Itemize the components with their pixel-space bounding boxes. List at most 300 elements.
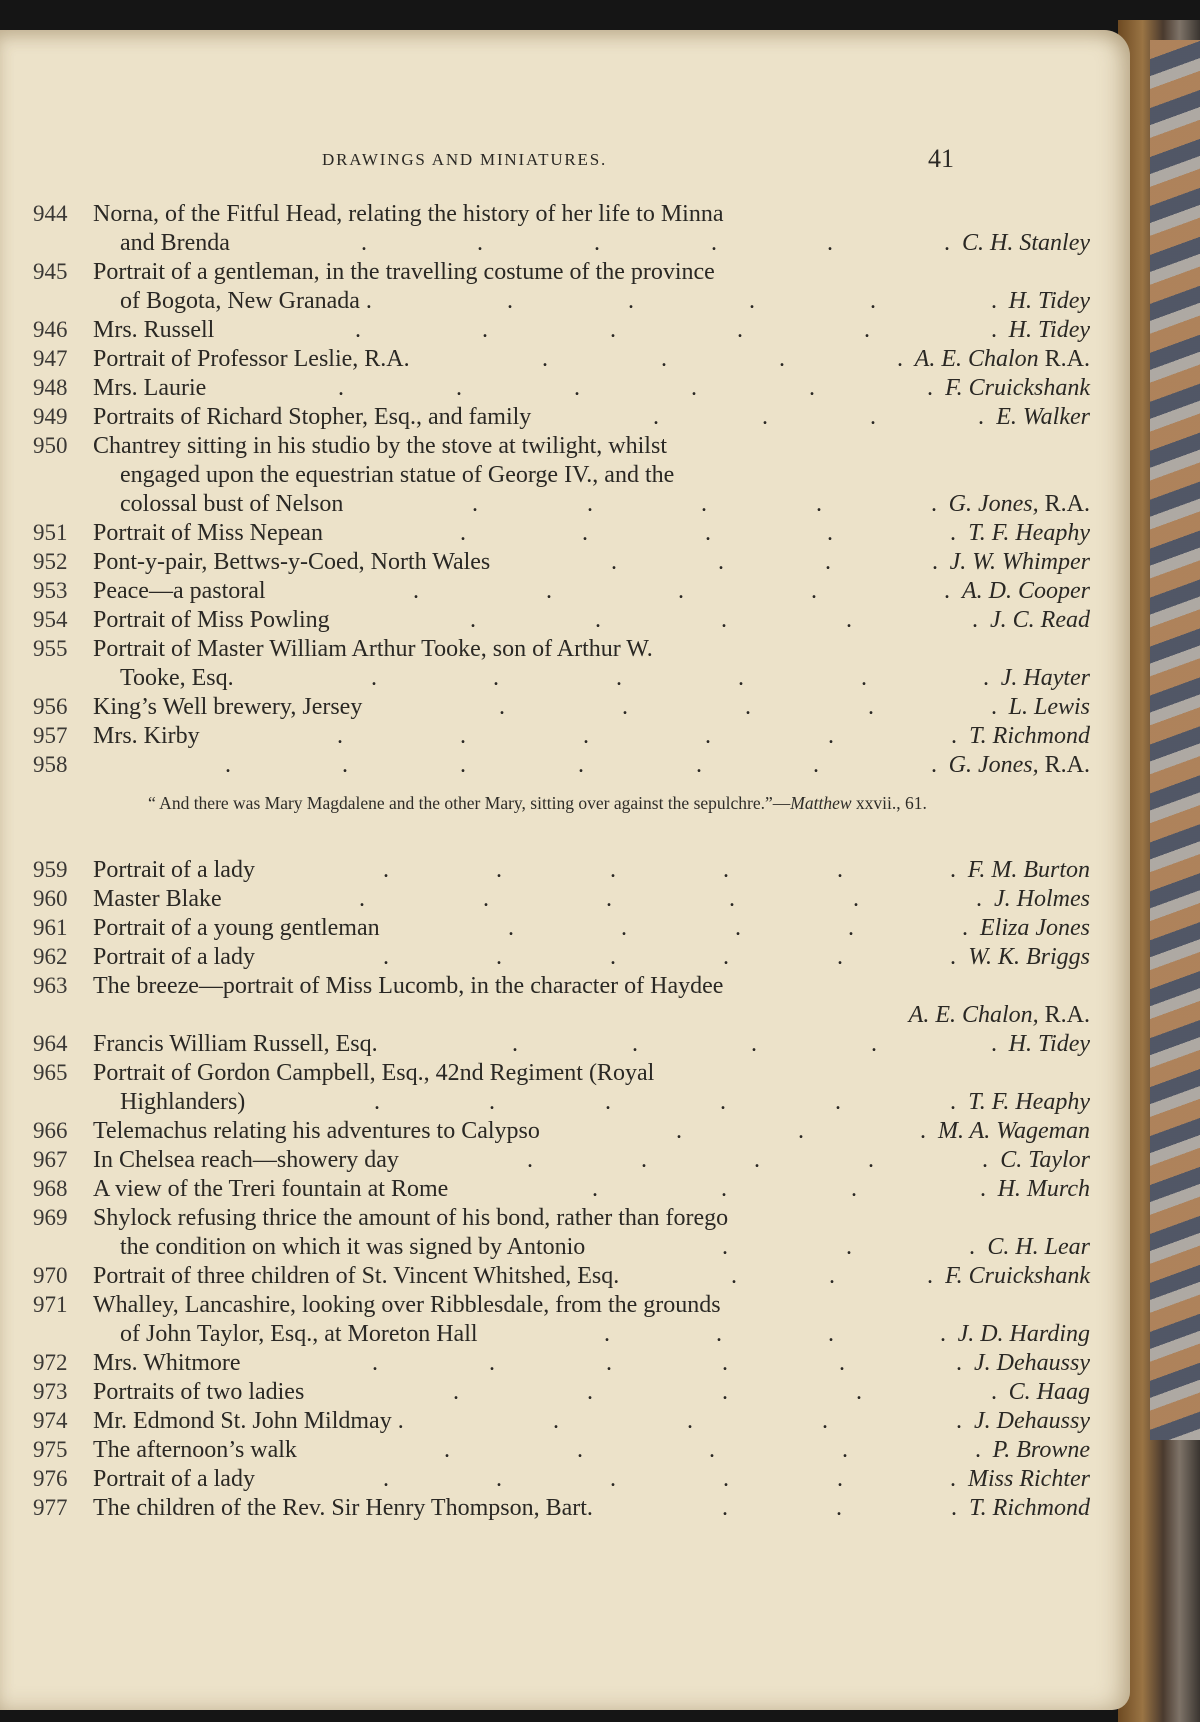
leader-dot: .	[861, 665, 867, 691]
leader-dot: .	[897, 346, 903, 372]
leader-dot: .	[616, 665, 622, 691]
artist-name: M. A. Wageman	[938, 1118, 1090, 1144]
entry-title: Whalley, Lancashire, looking over Ribblesdale, from the grounds	[93, 1292, 721, 1318]
leader-dot: .	[721, 1176, 727, 1202]
entry-artist	[994, 886, 1090, 913]
leader-dot: .	[738, 665, 744, 691]
entry-number: 973	[33, 1379, 68, 1404]
leader-dot: .	[691, 375, 697, 401]
catalogue-entry	[0, 694, 1090, 724]
entry-title: Portrait of Gordon Campbell, Esq., 42nd Regiment (Royal	[93, 1060, 655, 1086]
leader-dot: .	[496, 857, 502, 883]
leader-dot: .	[950, 857, 956, 883]
entry-artist	[969, 1495, 1090, 1522]
leader-dot: .	[374, 1089, 380, 1115]
leader-dot: .	[553, 1408, 559, 1434]
leader-dot: .	[723, 1466, 729, 1492]
leader-dot: .	[489, 1350, 495, 1376]
catalogue-entry	[0, 636, 1000, 666]
marbled-endpaper	[1150, 40, 1200, 1440]
page-number: 41	[928, 144, 954, 173]
leader-dot: .	[722, 1234, 728, 1260]
entry-title: Mrs. Russell	[93, 317, 215, 343]
entry-number: 971	[33, 1292, 68, 1317]
leader-dot: .	[825, 549, 831, 575]
entry-number: 967	[33, 1147, 68, 1172]
leader-dot: .	[472, 491, 478, 517]
leader-dot: .	[749, 288, 755, 314]
leader-dot: .	[606, 1350, 612, 1376]
leader-dot: .	[583, 723, 589, 749]
entry-title: Mrs. Kirby	[93, 723, 200, 749]
artist-name: C. H. Lear	[987, 1234, 1090, 1260]
leader-dot: .	[779, 346, 785, 372]
artist-name: C. H. Stanley	[962, 230, 1090, 256]
entry-artist	[1000, 1147, 1090, 1174]
leader-dot: .	[951, 1495, 957, 1521]
leader-dot: .	[842, 1437, 848, 1463]
catalogue-entry	[0, 1031, 1090, 1061]
leader-dot: .	[542, 346, 548, 372]
artist-suffix: R.A.	[1038, 1002, 1090, 1028]
leader-dot: .	[696, 752, 702, 778]
leader-dot: .	[811, 578, 817, 604]
catalogue-entry	[0, 1060, 1000, 1090]
entry-artist	[996, 404, 1090, 431]
entry-title: Portraits of Richard Stopher, Esq., and family	[93, 404, 532, 430]
artist-name: A. E. Chalon,	[908, 1002, 1039, 1028]
artist-name: C. Taylor	[1000, 1147, 1090, 1173]
artist-name: J. W. Whimper	[949, 549, 1090, 575]
leader-dot: .	[610, 944, 616, 970]
entry-number: 958	[33, 752, 68, 777]
leader-dot: .	[578, 752, 584, 778]
leader-dot: .	[383, 1466, 389, 1492]
leader-dot: .	[225, 752, 231, 778]
leader-dot: .	[701, 491, 707, 517]
leader-dot: .	[720, 1089, 726, 1115]
leader-dot: .	[827, 230, 833, 256]
leader-dot: .	[453, 1379, 459, 1405]
leader-dot: .	[628, 288, 634, 314]
entry-title: the condition on which it was signed by Antonio	[120, 1234, 586, 1260]
catalogue-entry	[0, 1118, 1090, 1148]
entry-artist	[949, 491, 1090, 518]
leader-dot: .	[853, 886, 859, 912]
leader-dot: .	[606, 886, 612, 912]
catalogue-entry	[0, 346, 1090, 376]
leader-dot: .	[676, 1118, 682, 1144]
leader-dot: .	[722, 1350, 728, 1376]
entry-artist	[1009, 317, 1090, 344]
artist-name: J. Hayter	[1000, 665, 1090, 691]
artist-name: H. Tidey	[1008, 288, 1090, 314]
entry-artist	[968, 1466, 1090, 1493]
leader-dot: .	[950, 1466, 956, 1492]
entry-title: engaged upon the equestrian statue of George IV., and the	[120, 462, 675, 488]
leader-dot: .	[975, 1437, 981, 1463]
catalogue-entry	[0, 404, 1090, 434]
leader-dot: .	[931, 752, 937, 778]
entry-number: 948	[33, 375, 68, 400]
leader-dot: .	[871, 1031, 877, 1057]
entry-artist	[950, 549, 1090, 576]
entry-number: 945	[33, 259, 68, 284]
leader-dot: .	[950, 1089, 956, 1115]
catalogue-entry-continuation	[0, 491, 1090, 521]
entry-title: A view of the Treri fountain at Rome	[93, 1176, 449, 1202]
entry-number: 975	[33, 1437, 68, 1462]
entry-number: 966	[33, 1118, 68, 1143]
leader-dot: .	[731, 1263, 737, 1289]
catalogue-entry	[0, 520, 1090, 550]
catalogue-entry-continuation	[0, 230, 1090, 260]
quote-text: “ And there was Mary Magdalene and the other Mary, sitting over against the sepulchre.”—	[148, 793, 791, 813]
leader-dot: .	[705, 723, 711, 749]
leader-dot: .	[991, 1031, 997, 1057]
leader-dot: .	[868, 1147, 874, 1173]
entry-artist	[968, 520, 1090, 547]
artist-name: H. Tidey	[1008, 1031, 1090, 1057]
leader-dot: .	[611, 549, 617, 575]
artist-suffix: R.A.	[1038, 491, 1090, 517]
leader-dot: .	[851, 1176, 857, 1202]
entry-title: Portrait of a lady	[93, 857, 255, 883]
entry-title: The children of the Rev. Sir Henry Thompson, Bart.	[93, 1495, 593, 1521]
leader-dot: .	[622, 694, 628, 720]
leader-dot: .	[413, 578, 419, 604]
catalogue-entry	[0, 549, 1090, 579]
catalogue-entry	[0, 1466, 1090, 1496]
artist-name: H. Tidey	[1008, 317, 1090, 343]
quote-source: Matthew	[790, 793, 852, 813]
leader-dot: .	[470, 607, 476, 633]
leader-dot: .	[723, 857, 729, 883]
entry-number: 957	[33, 723, 68, 748]
leader-dot: .	[836, 1495, 842, 1521]
artist-name: T. Richmond	[969, 723, 1090, 749]
catalogue-entry	[0, 1292, 1000, 1322]
entry-title: Portrait of a lady	[93, 1466, 255, 1492]
leader-dot: .	[956, 1408, 962, 1434]
leader-dot: .	[931, 491, 937, 517]
entry-number: 956	[33, 694, 68, 719]
leader-dot: .	[991, 317, 997, 343]
leader-dot: .	[610, 1466, 616, 1492]
leader-dot: .	[822, 1408, 828, 1434]
entry-artist	[1009, 1379, 1090, 1406]
artist-name: J. C. Read	[990, 607, 1090, 633]
entry-artist	[915, 346, 1090, 373]
entry-title: Peace—a pastoral	[93, 578, 266, 604]
entry-number: 972	[33, 1350, 68, 1375]
leader-dot: .	[482, 317, 488, 343]
catalogue-entry	[0, 433, 1000, 463]
leader-dot: .	[870, 404, 876, 430]
leader-dot: .	[444, 1437, 450, 1463]
entry-number: 976	[33, 1466, 68, 1491]
entry-title: Portrait of a young gentleman	[93, 915, 380, 941]
leader-dot: .	[716, 1321, 722, 1347]
leader-dot: .	[582, 520, 588, 546]
catalogue-entry	[0, 1437, 1090, 1467]
leader-dot: .	[641, 1147, 647, 1173]
artist-name: F. Cruickshank	[945, 375, 1090, 401]
leader-dot: .	[493, 665, 499, 691]
entry-artist	[998, 1176, 1090, 1203]
leader-dot: .	[940, 1321, 946, 1347]
leader-dot: .	[372, 1350, 378, 1376]
leader-dot: .	[383, 944, 389, 970]
leader-dot: .	[944, 230, 950, 256]
artist-name: E. Walker	[996, 404, 1090, 430]
entry-artist	[1001, 665, 1090, 692]
leader-dot: .	[969, 1234, 975, 1260]
artist-name: J. Dehaussy	[974, 1408, 1090, 1434]
entry-title: and Brenda	[120, 230, 230, 256]
leader-dot: .	[721, 607, 727, 633]
leader-dot: .	[361, 230, 367, 256]
scripture-quote	[148, 791, 928, 815]
artist-name: G. Jones,	[948, 752, 1039, 778]
leader-dot: .	[828, 723, 834, 749]
leader-dot: .	[729, 886, 735, 912]
entry-artist	[993, 1437, 1090, 1464]
entry-title: The breeze—portrait of Miss Lucomb, in the character of Haydee	[93, 973, 724, 999]
leader-dot: .	[499, 694, 505, 720]
entry-title: Portrait of a gentleman, in the travelling costume of the province	[93, 259, 715, 285]
catalogue-entry	[0, 607, 1090, 637]
leader-dot: .	[813, 752, 819, 778]
leader-dot: .	[705, 520, 711, 546]
leader-dot: .	[991, 1379, 997, 1405]
leader-dot: .	[932, 549, 938, 575]
leader-dot: .	[605, 1089, 611, 1115]
leader-dot: .	[956, 1350, 962, 1376]
leader-dot: .	[508, 915, 514, 941]
artist-name: F. Cruickshank	[945, 1263, 1090, 1289]
leader-dot: .	[371, 665, 377, 691]
entry-artist	[980, 915, 1090, 942]
catalogue-entry	[0, 915, 1090, 945]
catalogue-entry-continuation	[0, 462, 1000, 492]
catalogue-entry	[0, 1495, 1090, 1525]
entry-number: 949	[33, 404, 68, 429]
leader-dot: .	[754, 1147, 760, 1173]
leader-dot: .	[982, 1147, 988, 1173]
artist-name: W. K. Briggs	[968, 944, 1090, 970]
entry-title: Mrs. Whitmore	[93, 1350, 241, 1376]
leader-dot: .	[355, 317, 361, 343]
entry-number: 977	[33, 1495, 68, 1520]
leader-dot: .	[661, 346, 667, 372]
artist-name: T. F. Heaphy	[968, 520, 1090, 546]
leader-dot: .	[460, 752, 466, 778]
leader-dot: .	[737, 317, 743, 343]
entry-artist	[969, 723, 1090, 750]
entry-title: Mr. Edmond St. John Mildmay .	[93, 1408, 404, 1434]
artist-name: H. Murch	[997, 1176, 1090, 1202]
leader-dot: .	[978, 404, 984, 430]
leader-dot: .	[338, 375, 344, 401]
entry-title: The afternoon’s walk	[93, 1437, 297, 1463]
leader-dot: .	[632, 1031, 638, 1057]
entry-title: Chantrey sitting in his studio by the stove at twilight, whilst	[93, 433, 667, 459]
leader-dot: .	[512, 1031, 518, 1057]
catalogue-entry	[0, 201, 1000, 231]
leader-dot: .	[722, 1495, 728, 1521]
entry-number: 944	[33, 201, 68, 226]
artist-name: J. D. Harding	[957, 1321, 1090, 1347]
leader-dot: .	[621, 915, 627, 941]
entry-artist	[987, 1234, 1090, 1261]
entry-title: Pont-y-pair, Bettws-y-Coed, North Wales	[93, 549, 491, 575]
entry-title: of John Taylor, Esq., at Moreton Hall	[120, 1321, 478, 1347]
entry-number: 970	[33, 1263, 68, 1288]
leader-dot: .	[687, 1408, 693, 1434]
leader-dot: .	[835, 1089, 841, 1115]
entry-artist	[1009, 288, 1090, 315]
entry-number: 974	[33, 1408, 68, 1433]
leader-dot: .	[837, 857, 843, 883]
entry-number: 950	[33, 433, 68, 458]
artist-suffix: R.A.	[1038, 346, 1090, 372]
entry-artist	[945, 375, 1090, 402]
artist-name: Eliza Jones	[980, 915, 1090, 941]
leader-dot: .	[762, 404, 768, 430]
artist-name: A. D. Cooper	[962, 578, 1090, 604]
leader-dot: .	[709, 1437, 715, 1463]
entry-artist	[962, 230, 1090, 257]
entry-title: of Bogota, New Granada .	[120, 288, 372, 314]
entry-artist	[974, 1350, 1090, 1377]
leader-dot: .	[848, 915, 854, 941]
leader-dot: .	[594, 230, 600, 256]
entry-artist	[968, 857, 1090, 884]
leader-dot: .	[980, 1176, 986, 1202]
leader-dot: .	[991, 694, 997, 720]
artist-name: F. M. Burton	[967, 857, 1090, 883]
artist-name: J. Holmes	[994, 886, 1090, 912]
leader-dot: .	[592, 1176, 598, 1202]
entry-number: 951	[33, 520, 68, 545]
leader-dot: .	[342, 752, 348, 778]
entry-title: Highlanders)	[120, 1089, 246, 1115]
leader-dot: .	[587, 491, 593, 517]
entry-title: Portrait of Miss Powling	[93, 607, 330, 633]
catalogue-entry-continuation	[0, 288, 1090, 318]
running-head: DRAWINGS AND MINIATURES.	[322, 150, 608, 169]
artist-suffix: R.A.	[1038, 752, 1090, 778]
entry-title: Norna, of the Fitful Head, relating the history of her life to Minna	[93, 201, 724, 227]
catalogue-entry	[0, 944, 1090, 974]
leader-dot: .	[950, 944, 956, 970]
leader-dot: .	[456, 375, 462, 401]
leader-dot: .	[604, 1321, 610, 1347]
leader-dot: .	[864, 317, 870, 343]
leader-dot: .	[829, 1263, 835, 1289]
entry-title: Francis William Russell, Esq.	[93, 1031, 378, 1057]
leader-dot: .	[489, 1089, 495, 1115]
leader-dot: .	[610, 317, 616, 343]
entry-title: Portrait of Professor Leslie, R.A.	[93, 346, 410, 372]
catalogue-entry	[0, 1408, 1090, 1438]
leader-dot: .	[920, 1118, 926, 1144]
entry-artist	[949, 752, 1090, 779]
leader-dot: .	[483, 886, 489, 912]
entry-artist	[968, 944, 1090, 971]
entry-artist	[974, 1408, 1090, 1435]
catalogue-entry-continuation	[0, 1234, 1090, 1264]
catalogue-entry	[0, 973, 1000, 1003]
leader-dot: .	[856, 1379, 862, 1405]
artist-name: A. E. Chalon	[914, 346, 1039, 372]
leader-dot: .	[837, 1466, 843, 1492]
entry-number: 953	[33, 578, 68, 603]
artist-name: J. Dehaussy	[974, 1350, 1090, 1376]
catalogue-entry-continuation	[0, 1321, 1090, 1351]
artist-name: P. Browne	[992, 1437, 1090, 1463]
leader-dot: .	[359, 886, 365, 912]
leader-dot: .	[496, 944, 502, 970]
catalogue-entry	[0, 1176, 1090, 1206]
entry-title: Master Blake	[93, 886, 222, 912]
entry-artist	[958, 1321, 1090, 1348]
entry-number: 962	[33, 944, 68, 969]
catalogue-entry	[0, 578, 1090, 608]
entry-number: 965	[33, 1060, 68, 1085]
catalogue-entry	[0, 1379, 1090, 1409]
catalogue-entry	[0, 857, 1090, 887]
catalogue-entry-continuation	[0, 1089, 1090, 1119]
entry-title: Mrs. Laurie	[93, 375, 207, 401]
leader-dot: .	[546, 578, 552, 604]
entry-number: 952	[33, 549, 68, 574]
leader-dot: .	[722, 1379, 728, 1405]
catalogue-entry	[0, 375, 1090, 405]
entry-title: colossal bust of Nelson	[120, 491, 344, 517]
leader-dot: .	[735, 915, 741, 941]
artist-name: Miss Richter	[968, 1466, 1090, 1492]
leader-dot: .	[595, 607, 601, 633]
leader-dot: .	[991, 288, 997, 314]
entry-number: 955	[33, 636, 68, 661]
leader-dot: .	[460, 520, 466, 546]
leader-dot: .	[496, 1466, 502, 1492]
leader-dot: .	[927, 1263, 933, 1289]
entry-title: Portrait of Master William Arthur Tooke, son of Arthur W.	[93, 636, 653, 662]
leader-dot: .	[868, 694, 874, 720]
catalogue-entry	[0, 886, 1090, 916]
leader-dot: .	[828, 1321, 834, 1347]
entry-title: Portraits of two ladies	[93, 1379, 305, 1405]
leader-dot: .	[972, 607, 978, 633]
leader-dot: .	[751, 1031, 757, 1057]
entry-title: In Chelsea reach—showery day	[93, 1147, 399, 1173]
entry-number: 946	[33, 317, 68, 342]
quote-ref: xxvii., 61.	[851, 793, 927, 813]
artist-name: T. Richmond	[969, 1495, 1090, 1521]
artist-name: L. Lewis	[1008, 694, 1090, 720]
leader-dot: .	[745, 694, 751, 720]
artist-name: T. F. Heaphy	[968, 1089, 1090, 1115]
entry-artist	[945, 1263, 1090, 1290]
leader-dot: .	[827, 520, 833, 546]
catalogue-entry	[0, 723, 1090, 753]
entry-number: 963	[33, 973, 68, 998]
entry-number: 954	[33, 607, 68, 632]
entry-title: Tooke, Esq.	[120, 665, 234, 691]
